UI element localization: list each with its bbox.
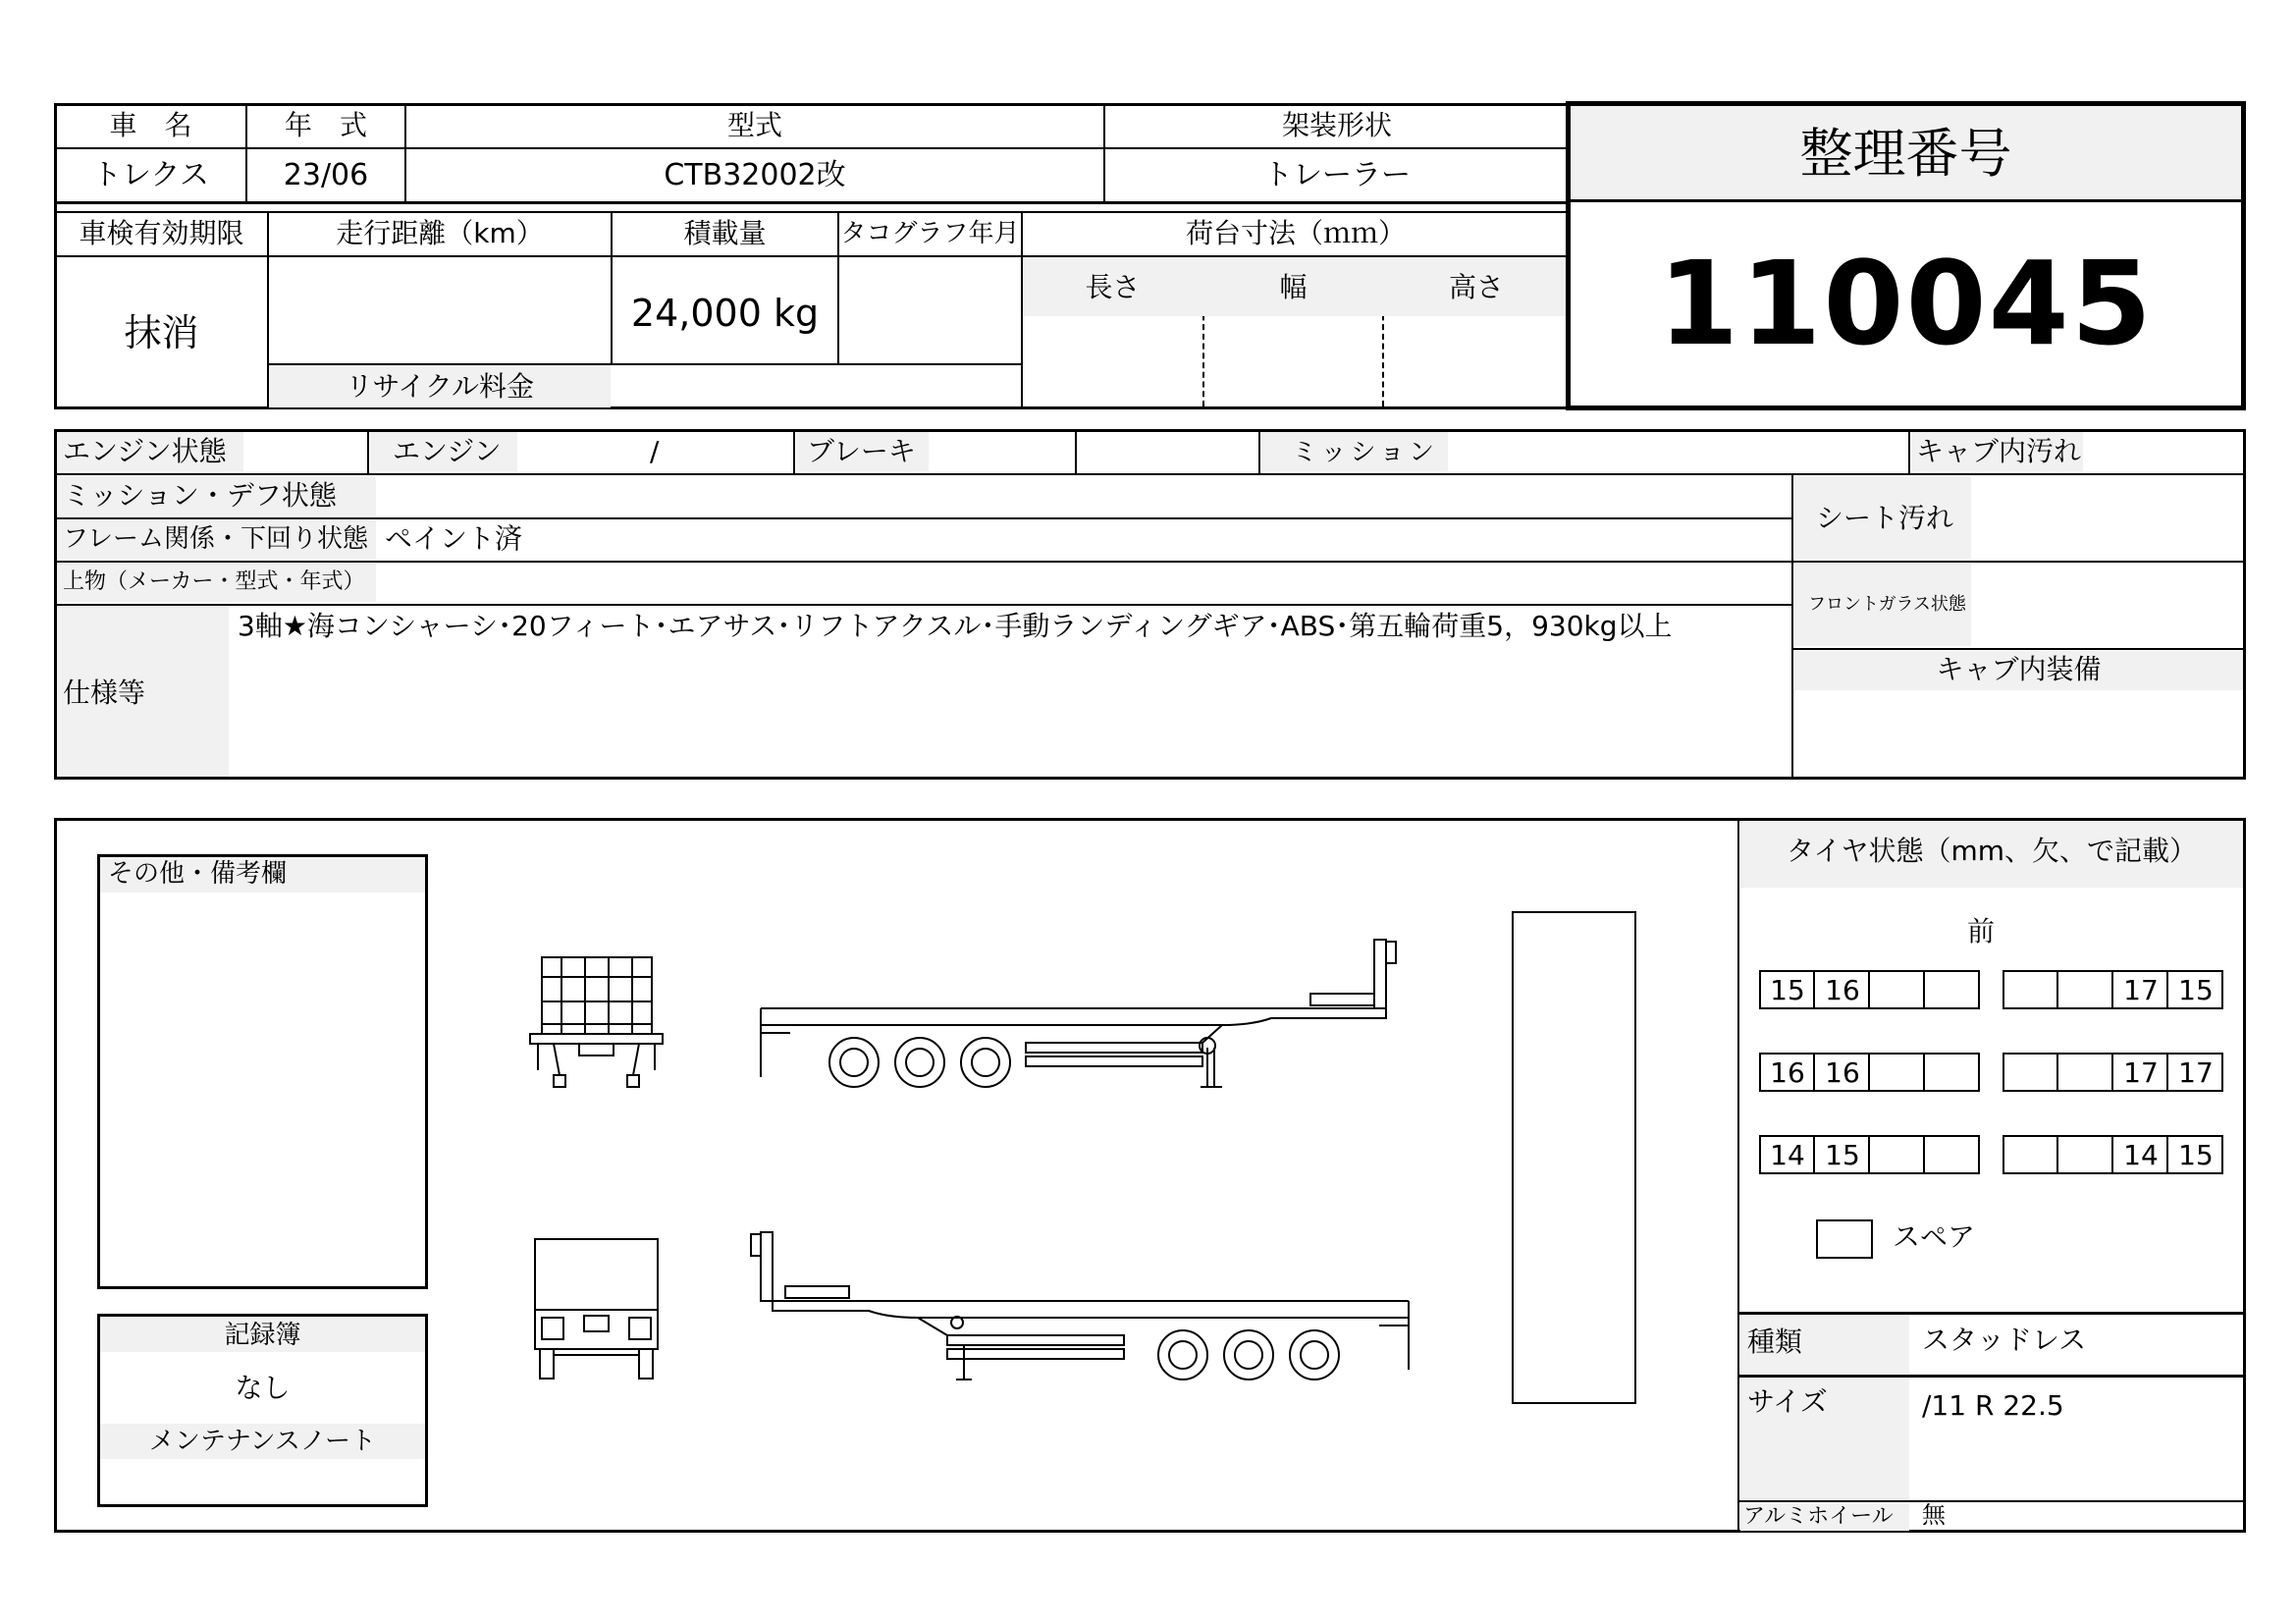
tachograph-label: タコグラフ年月 <box>840 219 1020 248</box>
tire-value: 15 <box>2178 974 2214 1006</box>
tire-type-value: スタッドレス <box>1922 1324 2087 1356</box>
trailer-side-view-left-icon <box>761 940 1423 1097</box>
brake-label: ブレーキ <box>807 435 916 467</box>
remarks-label: その他・備考欄 <box>108 859 288 889</box>
body-type-value: トレーラー <box>1263 158 1411 192</box>
model-label: 型式 <box>726 109 782 141</box>
tire-value: 14 <box>2123 1139 2159 1171</box>
spare-label: スペア <box>1893 1220 1976 1253</box>
bed-dims-label: 荷台寸法（ｍｍ） <box>1185 217 1406 249</box>
tire-value: 17 <box>2178 1056 2214 1089</box>
tire-value: 16 <box>1825 974 1860 1006</box>
tire-size-value: /11 R 22.5 <box>1922 1389 2064 1422</box>
mission-label: ミッション <box>1292 438 1438 467</box>
tire-value: 17 <box>2123 974 2159 1006</box>
spare-box <box>1816 1219 1873 1259</box>
year-label: 年 式 <box>284 109 367 141</box>
reference-number: 110045 <box>1658 236 2154 371</box>
spec-label: 仕様等 <box>63 676 146 709</box>
front-label: 前 <box>1967 915 1996 947</box>
length-label: 長さ <box>1085 271 1141 303</box>
engine-label: エンジン <box>393 435 502 467</box>
trailer-front-view-icon <box>530 947 663 1095</box>
recycle-label: リサイクル料金 <box>345 370 535 403</box>
body-type-label: 架装形状 <box>1281 109 1392 141</box>
tire-value: 14 <box>1770 1139 1805 1171</box>
cab-dirt-label: キャブ内汚れ <box>1916 435 2082 467</box>
tire-value: 15 <box>1825 1139 1860 1171</box>
upper-label: 上物（メーカー・型式・年式） <box>63 569 365 594</box>
tire-value: 16 <box>1825 1056 1860 1089</box>
tire-size-label: サイズ <box>1747 1385 1828 1418</box>
cab-equip-label: キャブ内装備 <box>1936 653 2102 685</box>
model-value: CTB32002改 <box>664 158 846 192</box>
width-label: 幅 <box>1279 271 1308 303</box>
alloy-wheel-label: アルミホイール <box>1743 1504 1894 1529</box>
inspection-value: 抹消 <box>124 311 199 354</box>
tire-value: 17 <box>2123 1056 2159 1089</box>
frame-label: フレーム関係・下回り状態 <box>63 524 368 554</box>
maintenance-label: メンテナンスノート <box>148 1427 377 1456</box>
tire-value: 16 <box>1770 1056 1805 1089</box>
engine-slash: / <box>650 435 660 467</box>
engine-state-label: エンジン状態 <box>63 435 227 467</box>
seat-dirt-label: シート汚れ <box>1816 502 1954 534</box>
tire-value: 15 <box>2178 1139 2214 1171</box>
trailer-rear-view-icon <box>530 1239 663 1386</box>
trailer-top-view-icon <box>1512 911 1639 1407</box>
tire-type-label: 種類 <box>1747 1325 1803 1358</box>
car-name-value: トレクス <box>91 158 210 192</box>
mileage-label: 走行距離（km） <box>336 217 544 249</box>
height-label: 高さ <box>1448 271 1504 303</box>
records-value: なし <box>235 1372 291 1404</box>
car-name-label: 車 名 <box>109 109 192 141</box>
load-label: 積載量 <box>683 217 767 249</box>
tire-title: タイヤ状態（mm、欠、で記載） <box>1787 835 2197 867</box>
year-value: 23/06 <box>283 158 369 192</box>
frame-value: ペイント済 <box>385 522 523 555</box>
reference-label: 整理番号 <box>1799 123 2012 185</box>
spec-value: 3軸★海コンシャーシ･20フィート･エアサス･リフトアクスル･手動ランディングギア･ABS･第五輪荷重5，930kg以上 <box>238 610 1673 642</box>
mission-def-label: ミッション・デフ状態 <box>63 479 337 512</box>
inspection-label: 車検有効期限 <box>79 217 244 249</box>
windshield-label: フロントガラス状態 <box>1808 594 1966 615</box>
alloy-wheel-value: 無 <box>1922 1501 1946 1529</box>
trailer-side-view-right-icon <box>761 1232 1423 1389</box>
records-label: 記録簿 <box>224 1321 301 1350</box>
load-value: 24,000 kg <box>630 292 820 335</box>
tire-value: 15 <box>1770 974 1805 1006</box>
